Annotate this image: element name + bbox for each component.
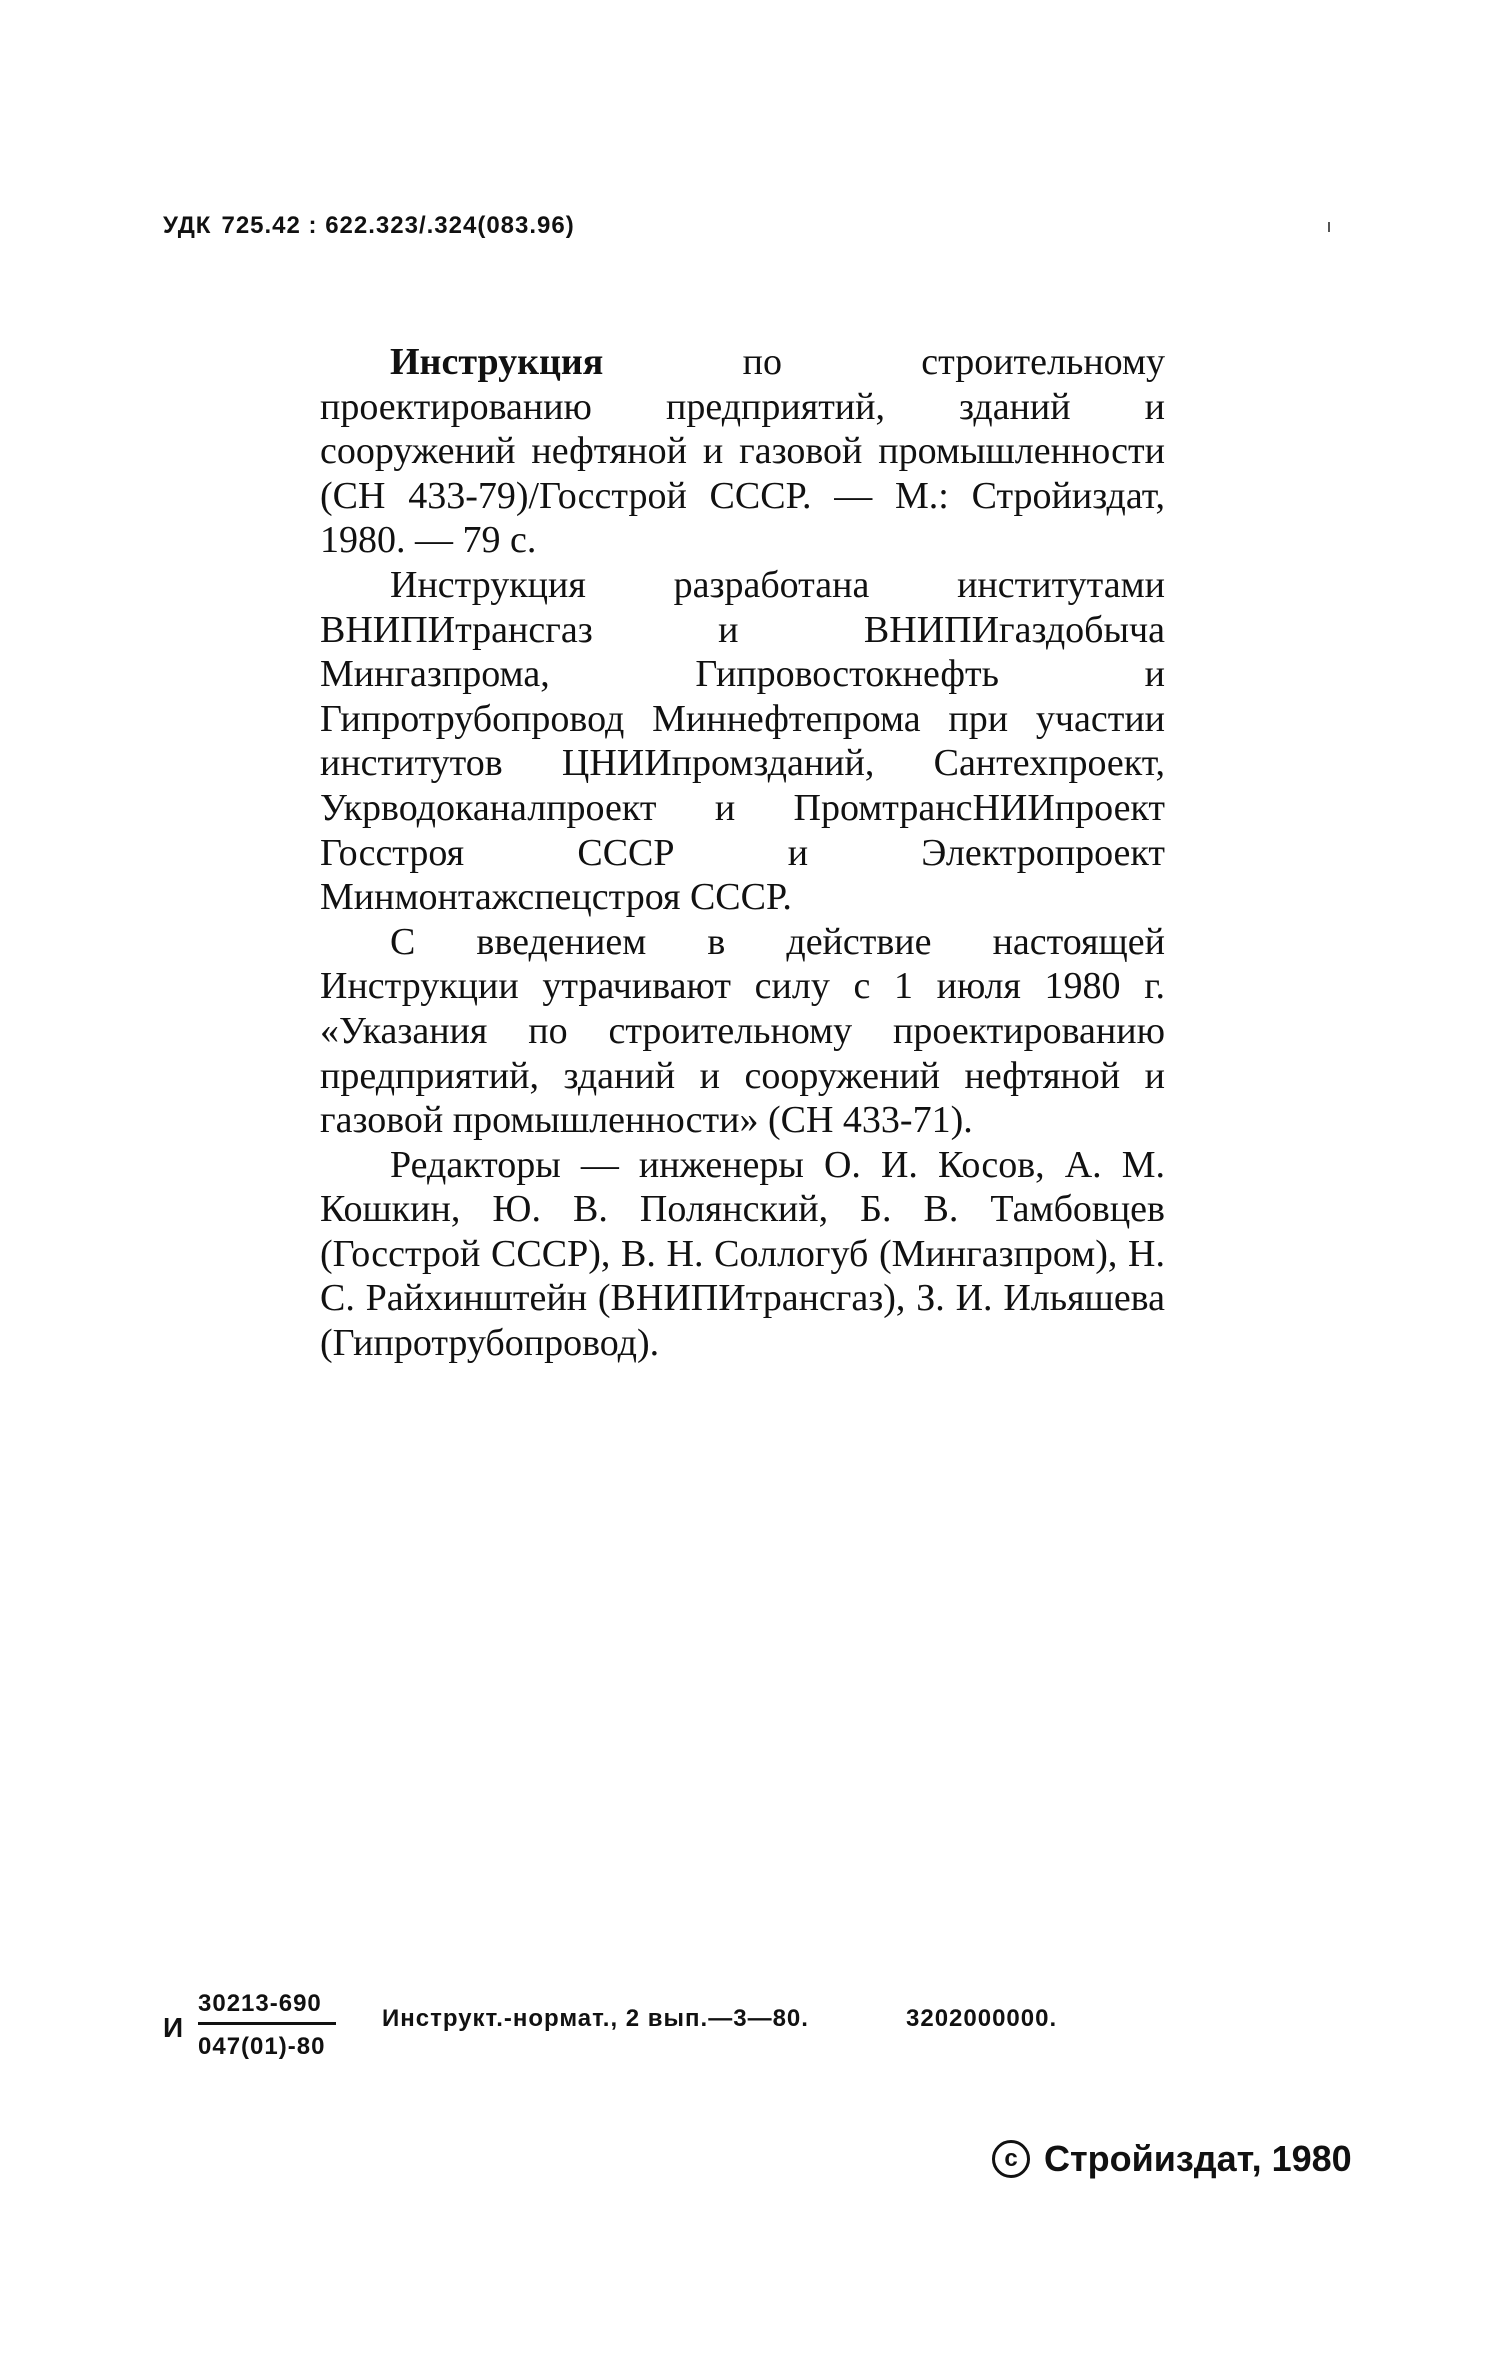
code-denominator: 047(01)-80: [198, 2033, 326, 2060]
code-numerator: 30213-690: [198, 1990, 336, 2025]
paragraph-text: С введением в действие настоящей Инструкции утрачивают силу с 1 июля 1980 г. «Указания по строительному проектированию предприятий, зданий и сооружений нефтяной и газовой промышленности» (СН 433-71).: [320, 920, 1165, 1142]
copyright-icon: c: [992, 2140, 1030, 2178]
udk-number: 725.42 : 622.323/.324(083.96): [221, 212, 575, 239]
copyright-text: Стройиздат, 1980: [1044, 2138, 1352, 2179]
publication-number: 3202000000.: [906, 2005, 1058, 2032]
code-letter: И: [163, 2012, 184, 2043]
paragraph-text: Инструкция разработана институтами ВНИПИтрансгаз и ВНИПИгаздобыча Мингазпрома, Гипровостокнефть и Гипротрубопровод Миннефтепрома при участии институтов ЦНИИпромзданий, Сантехпроект, Укрводоканалпроект и ПромтрансНИИпроект Госстроя СССР и Электропроект Минмонтажспецстроя СССР.: [320, 563, 1165, 919]
udk-code: [163, 212, 575, 240]
publication-info: Инструкт.-нормат., 2 вып.—3—80.: [382, 2005, 809, 2032]
developers-paragraph: [320, 563, 1165, 920]
editors-paragraph: [320, 1143, 1165, 1366]
annotation-block: [320, 340, 1165, 1366]
paragraph-text: по строительному проектированию предприятий, зданий и сооружений нефтяной и газовой промышленности (СН 433-79)/Госстрой СССР. — М.: Стройиздат, 1980. — 79 с.: [320, 341, 1165, 562]
udk-label: УДК: [163, 212, 212, 239]
copyright-notice: [992, 2138, 1352, 2180]
annotation-paragraph: [320, 340, 1165, 563]
supersedes-paragraph: [320, 920, 1165, 1143]
code-fraction: [198, 1990, 336, 2061]
page-mark: [1328, 222, 1330, 232]
paragraph-text: Редакторы — инженеры О. И. Косов, А. М. Кошкин, Ю. В. Полянский, Б. В. Тамбовцев (Госстрой СССР), В. Н. Соллогуб (Мингазпром), Н. С. Райхинштейн (ВНИПИтрансгаз), З. И. Ильяшева (Гипротрубопровод).: [320, 1143, 1165, 1365]
book-title-word: Инструкция: [390, 341, 604, 383]
